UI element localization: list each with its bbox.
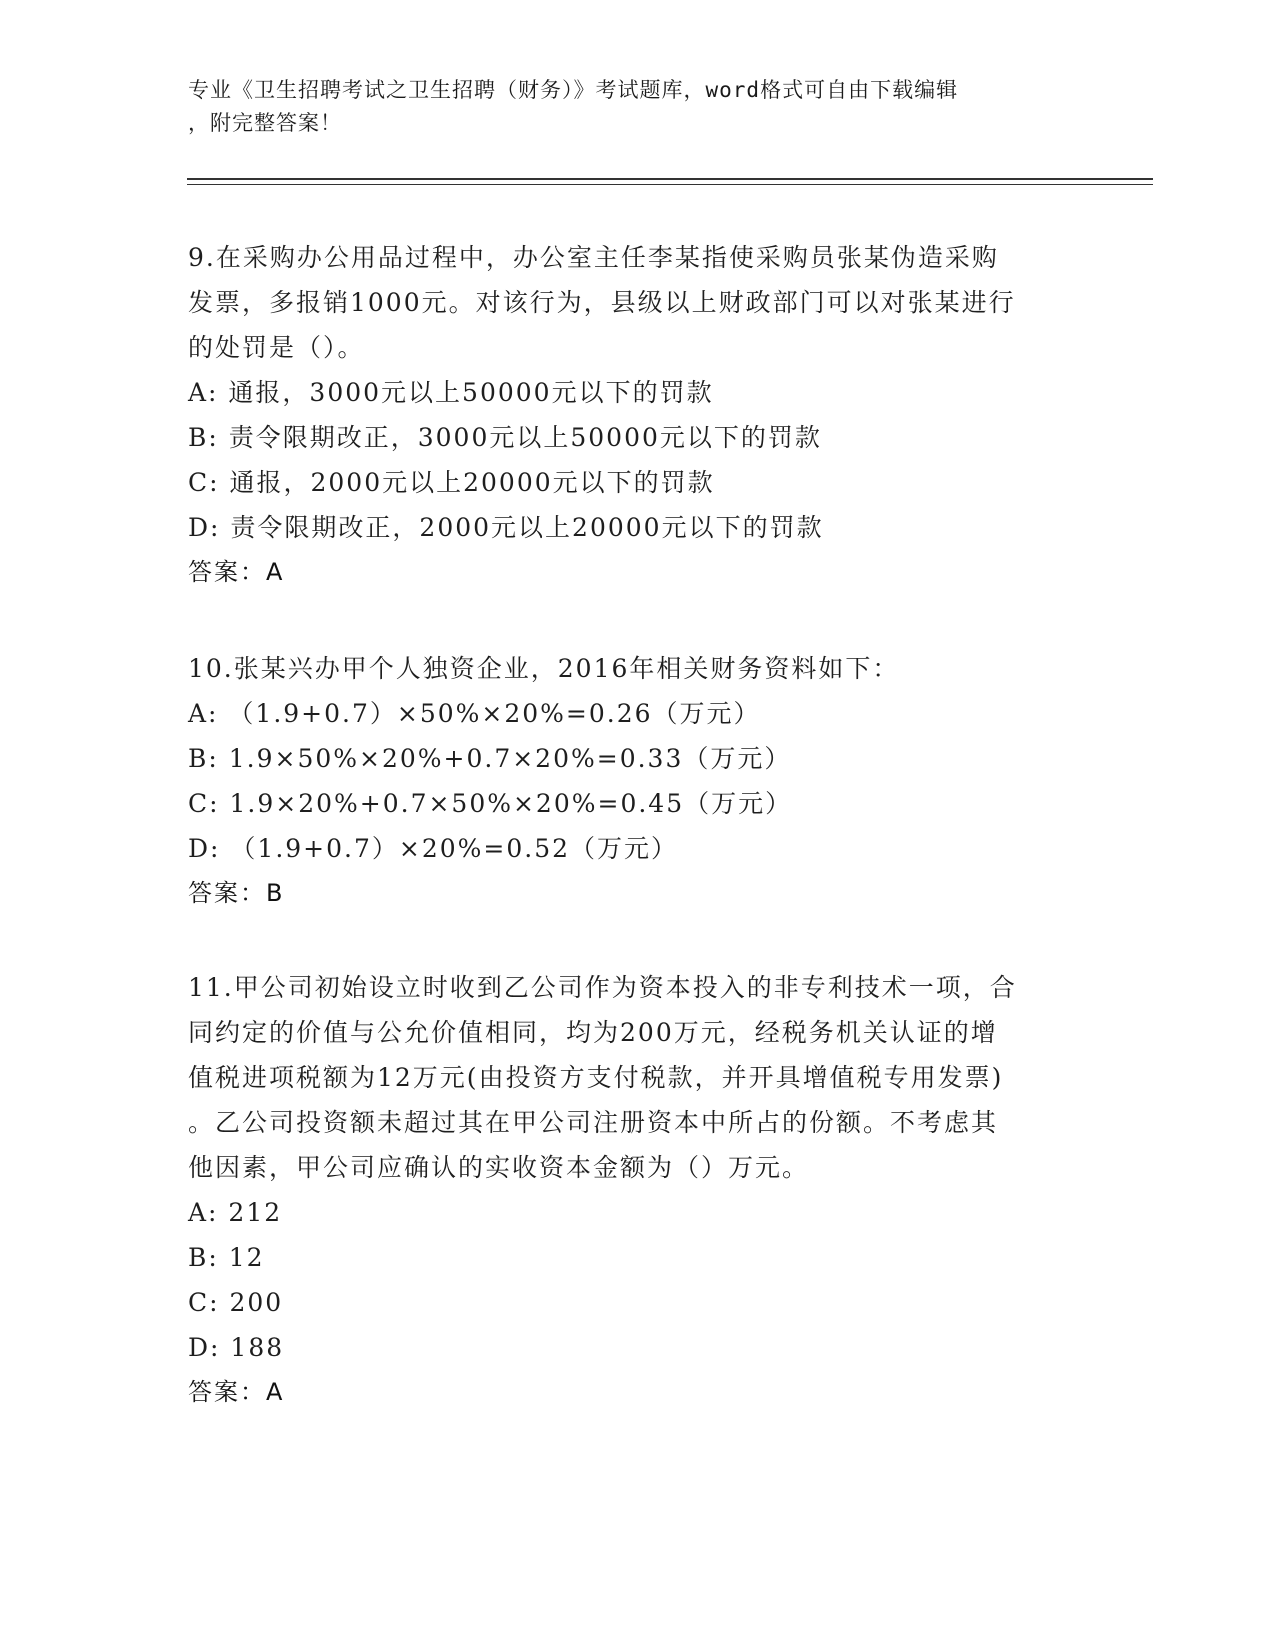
header-divider-top <box>187 178 1153 180</box>
question-stem-line: 9.在采购办公用品过程中，办公室主任李某指使采购员张某伪造采购 <box>188 243 999 272</box>
question-stem-line: 。乙公司投资额未超过其在甲公司注册资本中所占的份额。不考虑其 <box>188 1108 999 1137</box>
question-stem-line: 同约定的价值与公允价值相同，均为200万元，经税务机关认证的增 <box>188 1018 998 1047</box>
option-b: B: 12 <box>188 1243 265 1272</box>
question-10 <box>188 646 1088 916</box>
option-b: B: 1.9×50%×20%+0.7×20%=0.33（万元） <box>188 744 792 773</box>
option-c: C: 1.9×20%+0.7×50%×20%=0.45（万元） <box>188 789 793 818</box>
header-divider-bottom <box>187 184 1153 185</box>
answer-line: 答案：A <box>188 1378 285 1406</box>
option-a: A: 212 <box>188 1198 283 1227</box>
answer-line: 答案：A <box>188 558 285 586</box>
question-stem-line: 的处罚是（）。 <box>188 333 365 362</box>
question-stem-line: 11.甲公司初始设立时收到乙公司作为资本投入的非专利技术一项，合 <box>188 973 1017 1002</box>
option-d: D: 责令限期改正，2000元以上20000元以下的罚款 <box>188 513 824 542</box>
option-d: D: 188 <box>188 1333 285 1362</box>
question-stem-line: 发票，多报销1000元。对该行为，县级以上财政部门可以对张某进行 <box>188 288 1016 317</box>
question-stem-line: 10.张某兴办甲个人独资企业，2016年相关财务资料如下： <box>188 654 900 683</box>
document-header <box>188 74 1068 140</box>
answer-line: 答案：B <box>188 879 285 907</box>
question-11 <box>188 965 1088 1415</box>
option-c: C: 通报，2000元以上20000元以下的罚款 <box>188 468 715 497</box>
option-a: A: （1.9+0.7）×50%×20%=0.26（万元） <box>188 699 761 728</box>
header-line-1: 专业《卫生招聘考试之卫生招聘（财务）》考试题库，word格式可自由下载编辑 <box>188 78 959 102</box>
question-stem-line: 他因素，甲公司应确认的实收资本金额为（）万元。 <box>188 1153 810 1182</box>
question-stem-line: 值税进项税额为12万元(由投资方支付税款，并开具增值税专用发票) <box>188 1063 1004 1092</box>
option-c: C: 200 <box>188 1288 284 1317</box>
option-b: B: 责令限期改正，3000元以上50000元以下的罚款 <box>188 423 822 452</box>
option-a: A: 通报，3000元以上50000元以下的罚款 <box>188 378 714 407</box>
header-line-2: ，附完整答案！ <box>188 111 342 135</box>
option-d: D: （1.9+0.7）×20%=0.52（万元） <box>188 834 679 863</box>
question-9 <box>188 235 1088 595</box>
